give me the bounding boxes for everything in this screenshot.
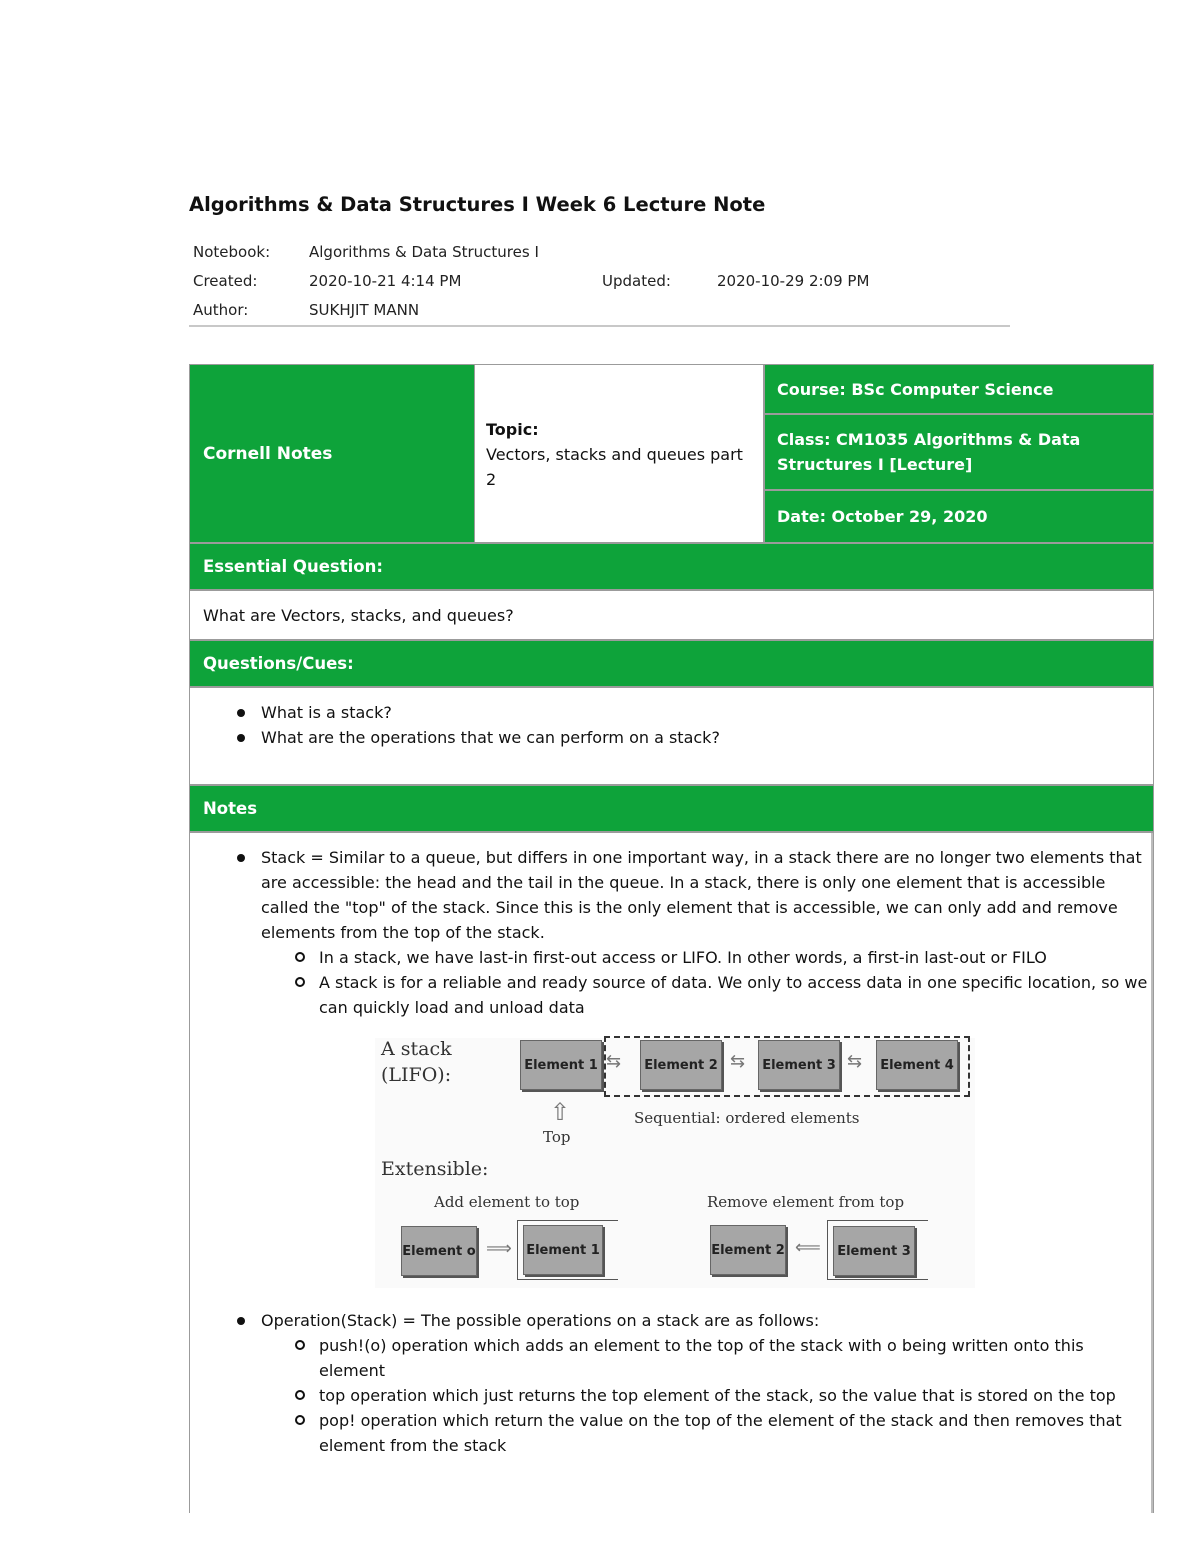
note-metadata bbox=[193, 243, 1013, 330]
author-value: SUKHJIT MANN bbox=[309, 301, 420, 319]
stack-element: Element 1 bbox=[523, 1225, 603, 1275]
top-label: Top bbox=[543, 1128, 571, 1146]
stack-element: Element 3 bbox=[758, 1040, 840, 1090]
stack-element: Element 3 bbox=[833, 1226, 915, 1276]
add-element-label: Add element to top bbox=[434, 1193, 580, 1211]
stack-element: Element 2 bbox=[710, 1225, 786, 1275]
stack-diagram bbox=[375, 1038, 975, 1288]
course-info bbox=[765, 365, 1153, 542]
stack-element: Element 2 bbox=[640, 1040, 722, 1090]
diagram-title-line: A stack bbox=[381, 1038, 452, 1060]
essential-question-text: What are Vectors, stacks, and queues? bbox=[203, 605, 514, 625]
sequential-label: Sequential: ordered elements bbox=[634, 1109, 860, 1127]
questions-cues-body bbox=[190, 688, 1153, 784]
updated-value: 2020-10-29 2:09 PM bbox=[717, 272, 870, 290]
updated-label: Updated: bbox=[602, 272, 671, 290]
sub-list bbox=[261, 1333, 1131, 1458]
list-item: What are the operations that we can perform on a stack? bbox=[261, 725, 1153, 750]
created-label: Created: bbox=[193, 272, 258, 290]
notes-list bbox=[190, 833, 1151, 1020]
author-label: Author: bbox=[193, 301, 249, 319]
stack-definition: Stack = Similar to a queue, but differs in one important way, in a stack there are no longer two elements that are accessible: the head and the tail in the queue. In a stack, there is only one element that is accessible called the "top" of the stack. Since this is the only element that is accessible, we can only add and remove elements from the top of the stack. bbox=[261, 848, 1142, 942]
course-cell: Course: BSc Computer Science bbox=[765, 365, 1153, 415]
cornell-notes-table bbox=[189, 364, 1154, 1513]
notebook-label: Notebook: bbox=[193, 243, 271, 261]
essential-question-heading: Essential Question: bbox=[190, 542, 1153, 591]
operations-definition: Operation(Stack) = The possible operations on a stack are as follows: bbox=[261, 1311, 820, 1330]
topic-label: Topic: bbox=[486, 420, 539, 439]
cues-list bbox=[190, 700, 1153, 750]
list-item: push!(o) operation which adds an element to the top of the stack with o being written onto this element bbox=[319, 1333, 1131, 1383]
remove-element-label: Remove element from top bbox=[707, 1193, 905, 1211]
sub-list bbox=[261, 945, 1151, 1020]
list-item: In a stack, we have last-in first-out access or LIFO. In other words, a first-in last-out or FILO bbox=[319, 945, 1151, 970]
notes-body bbox=[190, 833, 1153, 1513]
stack-element: Element o bbox=[401, 1226, 477, 1276]
page-title: Algorithms & Data Structures I Week 6 Lecture Note bbox=[189, 193, 766, 216]
date-cell: Date: October 29, 2020 bbox=[765, 491, 1153, 542]
stack-element: Element 1 bbox=[520, 1040, 602, 1090]
extensible-label: Extensible: bbox=[381, 1158, 489, 1180]
list-item: What is a stack? bbox=[261, 700, 1153, 725]
diagram-title-line: (LIFO): bbox=[381, 1064, 452, 1086]
diagram-title bbox=[381, 1036, 452, 1088]
up-arrow-icon: ⇧ bbox=[550, 1098, 571, 1126]
list-item bbox=[261, 1308, 1131, 1458]
list-item: pop! operation which return the value on the top of the element of the stack and then removes that element from the stack bbox=[319, 1408, 1131, 1458]
left-arrow-icon: ⟸ bbox=[795, 1237, 821, 1258]
list-item: top operation which just returns the top element of the stack, so the value that is stored on the top bbox=[319, 1383, 1131, 1408]
notes-heading: Notes bbox=[190, 784, 1153, 833]
right-arrow-icon: ⟹ bbox=[486, 1238, 512, 1259]
list-item bbox=[261, 845, 1151, 1020]
list-item: A stack is for a reliable and ready source of data. We only to access data in one specific location, so we can quickly load and unload data bbox=[319, 970, 1151, 1020]
bidirectional-arrow-icon: ⇆ bbox=[847, 1051, 863, 1072]
bidirectional-arrow-icon: ⇆ bbox=[606, 1051, 622, 1072]
class-cell: Class: CM1035 Algorithms & Data Structures I [Lecture] bbox=[765, 415, 1153, 491]
notebook-value: Algorithms & Data Structures I bbox=[309, 243, 539, 261]
divider bbox=[189, 325, 1010, 327]
topic-cell bbox=[475, 365, 765, 542]
topic-value: Vectors, stacks and queues part 2 bbox=[486, 445, 743, 489]
stack-element: Element 4 bbox=[876, 1040, 958, 1090]
bidirectional-arrow-icon: ⇆ bbox=[730, 1051, 746, 1072]
questions-cues-heading: Questions/Cues: bbox=[190, 639, 1153, 688]
created-value: 2020-10-21 4:14 PM bbox=[309, 272, 462, 290]
operations-list bbox=[190, 1308, 1131, 1458]
header-grid bbox=[190, 365, 1153, 542]
cornell-heading: Cornell Notes bbox=[190, 365, 475, 542]
